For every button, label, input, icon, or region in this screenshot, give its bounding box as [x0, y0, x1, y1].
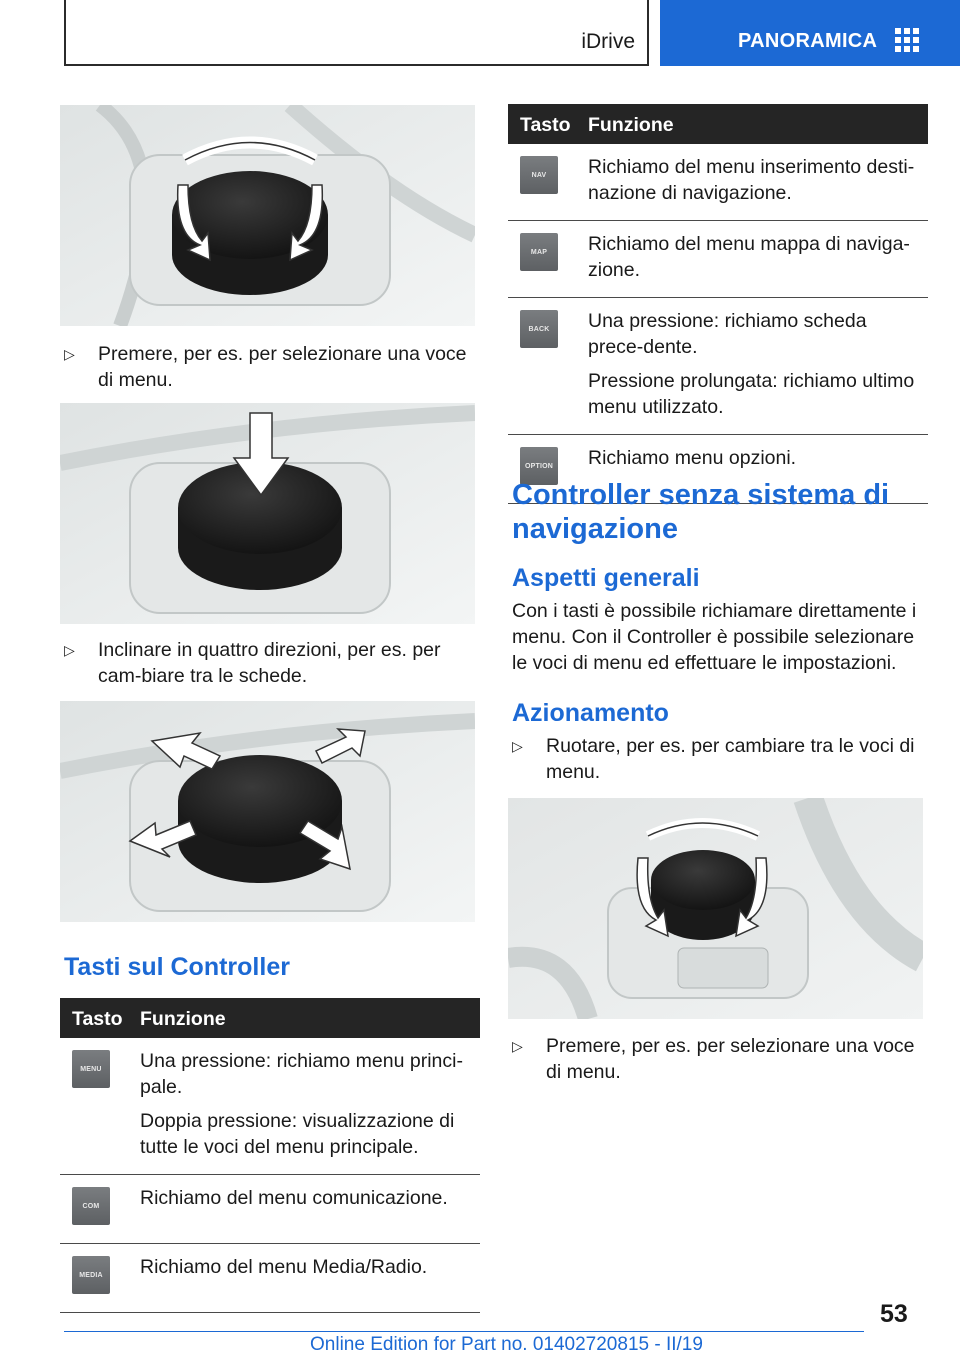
column-header-key: Tasto: [520, 114, 571, 136]
page-number: 53: [880, 1300, 908, 1328]
nav-key-icon: NAV: [520, 156, 558, 194]
map-key-icon: MAP: [520, 233, 558, 271]
media-key-icon: MEDIA: [72, 1256, 110, 1294]
table-row: BACK Una pressione: richiamo scheda prece-dente. Pressione prolungata: richiamo ultimo menu utilizzato.: [508, 298, 928, 435]
controller-rotate-image: [60, 105, 475, 326]
table-header: [508, 104, 928, 144]
edition-footer: Online Edition for Part no. 01402720815 - II/19: [310, 1334, 703, 1355]
footer-divider: [64, 1331, 864, 1332]
triangle-bullet-icon: ▷: [512, 1038, 523, 1054]
header-section-title: iDrive: [581, 30, 635, 53]
controller-tilt-image: [60, 701, 475, 922]
menu-key-icon: MENU: [72, 1050, 110, 1088]
table-row: MENU Una pressione: richiamo menu princi-pale. Doppia pressione: visualizzazione di tutte le voci del menu principale.: [60, 1038, 480, 1175]
column-header-key: Tasto: [72, 1008, 123, 1030]
controller-no-nav-rotate-image: [508, 798, 923, 1019]
overview-tab-label: PANORAMICA: [738, 30, 878, 52]
com-key-icon: COM: [72, 1187, 110, 1225]
section-heading-controller-keys: Tasti sul Controller: [64, 953, 290, 981]
list-item: ▷ Ruotare, per es. per cambiare tra le voci di menu.: [512, 735, 915, 783]
controller-press-image: [60, 403, 475, 624]
table-header: [60, 998, 480, 1038]
table-row: OPTION Richiamo menu opzioni.: [508, 435, 928, 504]
list-item: ▷ Inclinare in quattro direzioni, per es. per cam-biare tra le schede.: [64, 639, 441, 687]
overview-tab[interactable]: [660, 0, 960, 66]
list-item: ▷ Premere, per es. per selezionare una voce di menu.: [512, 1035, 915, 1083]
triangle-bullet-icon: ▷: [64, 642, 75, 658]
column-header-function: Funzione: [588, 114, 674, 136]
triangle-bullet-icon: ▷: [64, 346, 75, 362]
column-header-function: Funzione: [140, 1008, 226, 1030]
general-paragraph: Con i tasti è possibile richiamare direttamente i menu. Con il Controller è possibile selezionare le voci di menu ed effettuare le impostazioni.: [512, 600, 917, 674]
section-heading-controller-without-nav: Controller senza sistema di navigazione: [512, 479, 890, 545]
back-key-icon: BACK: [520, 310, 558, 348]
table-row: COM Richiamo del menu comunicazione.: [60, 1175, 480, 1244]
table-row: MAP Richiamo del menu mappa di naviga-zione.: [508, 221, 928, 298]
header-section-box: [64, 0, 649, 66]
table-row: MEDIA Richiamo del menu Media/Radio.: [60, 1244, 480, 1313]
option-key-icon: OPTION: [520, 447, 558, 485]
subheading-general: Aspetti generali: [512, 564, 700, 592]
triangle-bullet-icon: ▷: [512, 738, 523, 754]
table-row: NAV Richiamo del menu inserimento desti-nazione di navigazione.: [508, 144, 928, 221]
controller-keys-table: [60, 998, 480, 1313]
grid-icon: [895, 28, 919, 52]
list-item: ▷ Premere, per es. per selezionare una voce di menu.: [64, 343, 467, 391]
navigation-keys-table: [508, 104, 928, 504]
subheading-operation: Azionamento: [512, 699, 669, 727]
